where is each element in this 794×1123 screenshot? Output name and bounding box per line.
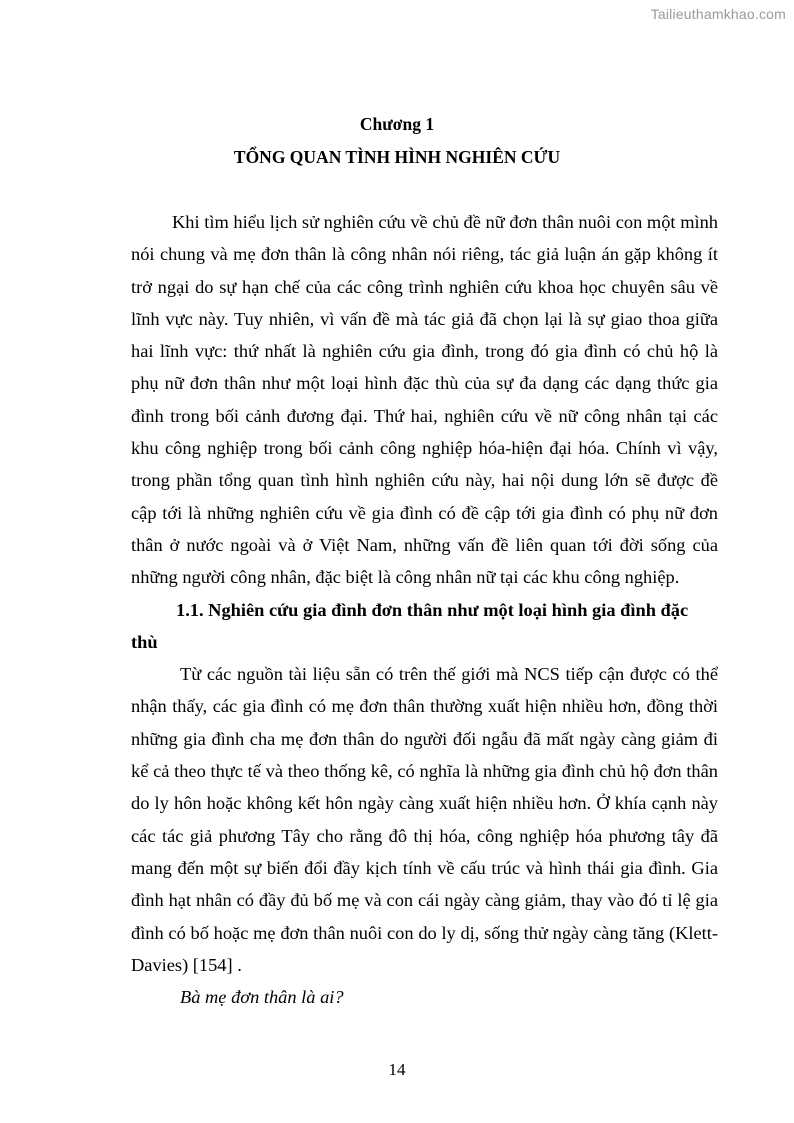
page-number: 14 <box>388 1060 406 1079</box>
intro-paragraph: Khi tìm hiểu lịch sử nghiên cứu về chủ đề nữ đơn thân nuôi con một mình nói chung và mẹ đơn thân là công nhân nói riêng, tác giả luận án gặp không ít trở ngại do sự hạn chế của các công trình nghiên cứu khoa học chuyên sâu về lĩnh vực này. Tuy nhiên, vì vấn đề mà tác giả đã chọn lại là sự giao thoa giữa hai lĩnh vực: thứ nhất là nghiên cứu gia đình, trong đó gia đình có chủ hộ là phụ nữ đơn thân như một loại hình đặc thù của sự đa dạng các dạng thức gia đình trong bối cảnh đương đại. Thứ hai, nghiên cứu về nữ công nhân tại các khu công nghiệp trong bối cảnh công nghiệp hóa-hiện đại hóa. Chính vì vậy, trong phần tổng quan tình hình nghiên cứu này, hai nội dung lớn sẽ được đề cập tới là những nghiên cứu về gia đình có đề cập tới gia đình có phụ nữ đơn thân ở nước ngoài và ở Việt Nam, những vấn đề liên quan tới đời sống của những người công nhân, đặc biệt là công nhân nữ tại các khu công nghiệp. <box>131 212 718 588</box>
body-text <box>131 206 718 1013</box>
watermark: Tailieuthamkhao.com <box>650 6 786 22</box>
italic-subheading: Bà mẹ đơn thân là ai? <box>180 987 344 1008</box>
chapter-title: TỔNG QUAN TÌNH HÌNH NGHIÊN CỨU <box>233 147 561 167</box>
chapter-label: Chương 1 <box>359 114 435 134</box>
section-heading: 1.1. Nghiên cứu gia đình đơn thân như một loại hình gia đình đặc thù <box>131 599 689 652</box>
section-paragraph: Từ các nguồn tài liệu sẵn có trên thế giới mà NCS tiếp cận được có thể nhận thấy, các gia đình có mẹ đơn thân thường xuất hiện nhiều hơn, đồng thời những gia đình cha mẹ đơn thân do người đối ngẫu đã mất ngày càng giảm đi kể cả theo thực tế và theo thống kê, có nghĩa là những gia đình chủ hộ đơn thân do ly hôn hoặc không kết hôn ngày càng xuất hiện nhiều hơn. Ở khía cạnh này các tác giả phương Tây cho rằng đô thị hóa, công nghiệp hóa phương tây đã mang đến một sự biến đổi đầy kịch tính về cấu trúc và hình thái gia đình. Gia đình hạt nhân có đầy đủ bố mẹ và con cái ngày càng giảm, thay vào đó tỉ lệ gia đình có bố hoặc mẹ đơn thân nuôi con do ly dị, sống thử ngày càng tăng (Klett-Davies) [154] . <box>131 664 718 975</box>
